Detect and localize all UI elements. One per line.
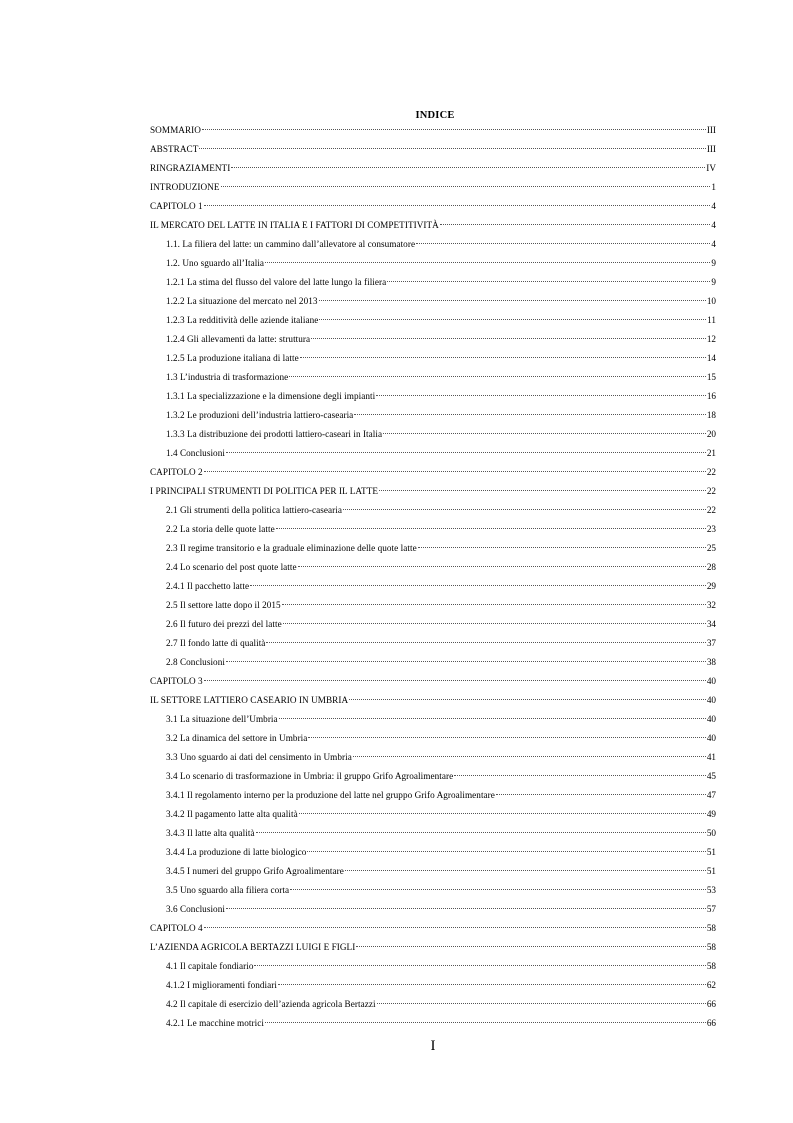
toc-entry-page: IV	[706, 163, 716, 173]
toc-entry-label: IL MERCATO DEL LATTE IN ITALIA E I FATTORI DI COMPETITIVITÀ	[150, 220, 439, 230]
toc-entry	[150, 691, 716, 710]
dot-leader	[416, 243, 710, 244]
dot-leader	[353, 756, 706, 757]
toc-entry	[150, 957, 716, 976]
toc-entry-page: 49	[706, 809, 716, 819]
toc-entry-label: 2.4 Lo scenario del post quote latte	[166, 562, 297, 572]
toc-entry-label: RINGRAZIAMENTI	[150, 163, 231, 173]
dot-leader	[308, 737, 705, 738]
toc-entry	[150, 501, 716, 520]
toc-entry	[150, 596, 716, 615]
dot-leader	[276, 528, 706, 529]
toc-entry	[150, 425, 716, 444]
toc-entry-label: 2.2 La storia delle quote latte	[166, 524, 275, 534]
toc-entry-page: 28	[706, 562, 716, 572]
toc-entry-page: 14	[706, 353, 716, 363]
toc-entry-page: 51	[706, 866, 716, 876]
toc-entry-page: 29	[706, 581, 716, 591]
toc-entry	[150, 653, 716, 672]
dot-leader	[311, 338, 706, 339]
dot-leader	[278, 984, 706, 985]
toc-entry	[150, 995, 716, 1014]
dot-leader	[440, 224, 711, 225]
toc-entry-page: 38	[706, 657, 716, 667]
toc-entry	[150, 254, 716, 273]
toc-entry-page: 22	[706, 486, 716, 496]
toc-entry	[150, 881, 716, 900]
toc-entry	[150, 520, 716, 539]
toc-entry-label: 1.2.5 La produzione italiana di latte	[166, 353, 299, 363]
toc-entry	[150, 710, 716, 729]
toc-entry	[150, 767, 716, 786]
dot-leader	[343, 509, 706, 510]
toc-entry-label: 3.4.1 Il regolamento interno per la produzione del latte nel gruppo Grifo Agroalimentare	[166, 790, 495, 800]
toc-entry	[150, 140, 716, 159]
toc-entry-label: 3.2 La dinamica del settore in Umbria	[166, 733, 308, 743]
toc-entry	[150, 330, 716, 349]
dot-leader	[221, 186, 711, 187]
toc-entry-label: 2.4.1 Il pacchetto latte	[166, 581, 250, 591]
toc-entry	[150, 900, 716, 919]
toc-entry-label: CAPITOLO 4	[150, 923, 203, 933]
toc-entry-page: 22	[706, 467, 716, 477]
toc-entry-label: 2.5 Il settore latte dopo il 2015	[166, 600, 281, 610]
toc-entry-page: 66	[706, 1018, 716, 1028]
toc-entry-label: 2.7 Il fondo latte di qualità	[166, 638, 266, 648]
toc-entry-page: 51	[706, 847, 716, 857]
toc-entry-page: 18	[706, 410, 716, 420]
toc-entry-page: 50	[706, 828, 716, 838]
toc-entry	[150, 159, 716, 178]
dot-leader	[226, 452, 706, 453]
dot-leader	[289, 376, 706, 377]
toc-entry-page: 11	[707, 315, 716, 325]
toc-entry-label: 3.4 Lo scenario di trasformazione in Umbria: il gruppo Grifo Agroalimentare	[166, 771, 454, 781]
toc-entry-page: 12	[706, 334, 716, 344]
toc-entry-label: 1.2.2 La situazione del mercato nel 2013	[166, 296, 318, 306]
dot-leader	[299, 813, 706, 814]
toc-entry-page: 57	[706, 904, 716, 914]
dot-leader	[254, 965, 705, 966]
dot-leader	[204, 205, 711, 206]
dot-leader	[383, 433, 706, 434]
toc-entry-page: 40	[706, 733, 716, 743]
toc-entry-label: SOMMARIO	[150, 125, 201, 135]
toc-entry	[150, 824, 716, 843]
toc-entry-label: 2.3 Il regime transitorio e la graduale eliminazione delle quote latte	[166, 543, 417, 553]
toc-entry-page: 58	[706, 942, 716, 952]
page-number: I	[430, 1038, 436, 1054]
dot-leader	[202, 129, 706, 130]
toc-entry	[150, 729, 716, 748]
toc-entry-label: IL SETTORE LATTIERO CASEARIO IN UMBRIA	[150, 695, 349, 705]
toc-entry-label: CAPITOLO 1	[150, 201, 203, 211]
toc-entry	[150, 273, 716, 292]
toc-entry	[150, 748, 716, 767]
dot-leader	[349, 699, 706, 700]
toc-entry	[150, 577, 716, 596]
toc-entry	[150, 558, 716, 577]
dot-leader	[204, 680, 706, 681]
dot-leader	[298, 566, 706, 567]
dot-leader	[279, 718, 706, 719]
toc-entry	[150, 976, 716, 995]
toc-entry	[150, 387, 716, 406]
toc-entry	[150, 805, 716, 824]
toc-entry	[150, 672, 716, 691]
toc-entry-label: 3.4.2 Il pagamento latte alta qualità	[166, 809, 298, 819]
toc-entry-page: 47	[706, 790, 716, 800]
dot-leader	[256, 832, 706, 833]
dot-leader	[282, 604, 706, 605]
toc-entry-page: 4	[711, 201, 716, 211]
toc-entry	[150, 235, 716, 254]
toc-entry-page: 37	[706, 638, 716, 648]
toc-entry-label: 2.6 Il futuro dei prezzi del latte	[166, 619, 282, 629]
dot-leader	[319, 319, 706, 320]
dot-leader	[265, 262, 710, 263]
toc-entry-label: CAPITOLO 2	[150, 467, 203, 477]
toc-entry-page: 40	[706, 676, 716, 686]
toc-entry-label: 3.4.3 Il latte alta qualità	[166, 828, 255, 838]
toc-entry	[150, 463, 716, 482]
toc-entry	[150, 406, 716, 425]
toc-entry	[150, 615, 716, 634]
dot-leader	[283, 623, 706, 624]
toc-entry-label: 4.1 Il capitale fondiario	[166, 961, 254, 971]
toc-entry-page: 58	[706, 961, 716, 971]
toc-entry-label: 1.2.4 Gli allevamenti da latte: struttura	[166, 334, 311, 344]
toc-entry-label: CAPITOLO 3	[150, 676, 203, 686]
toc-entry-label: L’AZIENDA AGRICOLA BERTAZZI LUIGI E FIGLI	[150, 942, 356, 952]
toc-entry	[150, 786, 716, 805]
toc-entry-page: 53	[706, 885, 716, 895]
toc-entry-label: INTRODUZIONE	[150, 182, 220, 192]
dot-leader	[265, 1022, 706, 1023]
dot-leader	[226, 908, 706, 909]
toc-entry-page: 21	[706, 448, 716, 458]
toc-entry-label: 1.4 Conclusioni	[166, 448, 225, 458]
toc-entry-page: 10	[706, 296, 716, 306]
toc-entry-label: 4.2.1 Le macchine motrici	[166, 1018, 264, 1028]
toc-entry-page: 40	[706, 714, 716, 724]
toc-entry	[150, 311, 716, 330]
toc-entry-label: 1.3.3 La distribuzione dei prodotti lattiero-caseari in Italia	[166, 429, 383, 439]
dot-leader	[300, 357, 706, 358]
toc-entry-page: 9	[711, 277, 716, 287]
toc-entry-page: 62	[706, 980, 716, 990]
dot-leader	[496, 794, 706, 795]
toc-entry	[150, 292, 716, 311]
dot-leader	[319, 300, 706, 301]
toc-entry-page: 34	[706, 619, 716, 629]
toc-entry-label: 2.1 Gli strumenti della politica lattiero-casearia	[166, 505, 342, 515]
toc-entry	[150, 843, 716, 862]
toc-entry	[150, 919, 716, 938]
toc-entry	[150, 862, 716, 881]
toc-entry	[150, 1014, 716, 1033]
dot-leader	[199, 148, 705, 149]
toc-entry-label: 3.1 La situazione dell’Umbria	[166, 714, 278, 724]
toc-entry	[150, 216, 716, 235]
toc-entry-page: III	[706, 125, 716, 135]
toc-entry-label: 3.6 Conclusioni	[166, 904, 225, 914]
toc-entry-page: 16	[706, 391, 716, 401]
toc-entry-label: 1.2.1 La stima del flusso del valore del latte lungo la filiera	[166, 277, 387, 287]
toc-entry-page: 32	[706, 600, 716, 610]
toc-entry	[150, 368, 716, 387]
dot-leader	[454, 775, 706, 776]
dot-leader	[376, 395, 706, 396]
toc-entry-label: 4.1.2 I miglioramenti fondiari	[166, 980, 277, 990]
toc-entry-page: 45	[706, 771, 716, 781]
table-of-contents	[150, 121, 716, 1033]
dot-leader	[204, 471, 706, 472]
toc-entry	[150, 178, 716, 197]
dot-leader	[204, 927, 706, 928]
toc-entry-label: 1.3.2 Le produzioni dell’industria lattiero-casearia	[166, 410, 354, 420]
toc-entry-page: 20	[706, 429, 716, 439]
toc-entry-page: 25	[706, 543, 716, 553]
toc-entry-page: 9	[711, 258, 716, 268]
toc-entry-label: 3.3 Uno sguardo ai dati del censimento in Umbria	[166, 752, 352, 762]
toc-entry-label: 1.1. La filiera del latte: un cammino dall’allevatore al consumatore	[166, 239, 416, 249]
toc-entry-page: 23	[706, 524, 716, 534]
dot-leader	[345, 870, 706, 871]
dot-leader	[379, 490, 706, 491]
toc-entry-label: 3.4.5 I numeri del gruppo Grifo Agroalimentare	[166, 866, 344, 876]
toc-entry-label: I PRINCIPALI STRUMENTI DI POLITICA PER IL LATTE	[150, 486, 379, 496]
toc-entry-page: 41	[706, 752, 716, 762]
dot-leader	[266, 642, 705, 643]
dot-leader	[387, 281, 710, 282]
toc-entry-label: 1.3 L’industria di trasformazione	[166, 372, 289, 382]
dot-leader	[356, 946, 705, 947]
toc-entry	[150, 634, 716, 653]
toc-entry-page: 4	[711, 220, 716, 230]
toc-entry	[150, 349, 716, 368]
toc-entry-label: 3.4.4 La produzione di latte biologico	[166, 847, 307, 857]
toc-title: INDICE	[415, 110, 455, 121]
toc-entry	[150, 539, 716, 558]
toc-entry-label: 1.2.3 La redditività delle aziende italiane	[166, 315, 319, 325]
toc-entry	[150, 938, 716, 957]
toc-entry-page: 66	[706, 999, 716, 1009]
dot-leader	[307, 851, 705, 852]
toc-entry-page: III	[706, 144, 716, 154]
toc-entry-page: 15	[706, 372, 716, 382]
toc-entry-label: 1.2. Uno sguardo all’Italia	[166, 258, 265, 268]
toc-entry-label: ABSTRACT	[150, 144, 199, 154]
dot-leader	[250, 585, 706, 586]
toc-entry	[150, 197, 716, 216]
dot-leader	[354, 414, 706, 415]
toc-entry-label: 3.5 Uno sguardo alla filiera corta	[166, 885, 290, 895]
toc-entry-page: 22	[706, 505, 716, 515]
toc-entry-label: 1.3.1 La specializzazione e la dimensione degli impianti	[166, 391, 376, 401]
dot-leader	[418, 547, 706, 548]
dot-leader	[226, 661, 706, 662]
toc-entry	[150, 482, 716, 501]
toc-entry-label: 2.8 Conclusioni	[166, 657, 225, 667]
dot-leader	[377, 1003, 706, 1004]
toc-entry-label: 4.2 Il capitale di esercizio dell’azienda agricola Bertazzi	[166, 999, 376, 1009]
toc-entry-page: 1	[711, 182, 716, 192]
toc-entry	[150, 444, 716, 463]
dot-leader	[290, 889, 706, 890]
toc-entry-page: 40	[706, 695, 716, 705]
toc-entry	[150, 121, 716, 140]
toc-entry-page: 58	[706, 923, 716, 933]
toc-entry-page: 4	[711, 239, 716, 249]
dot-leader	[231, 167, 705, 168]
